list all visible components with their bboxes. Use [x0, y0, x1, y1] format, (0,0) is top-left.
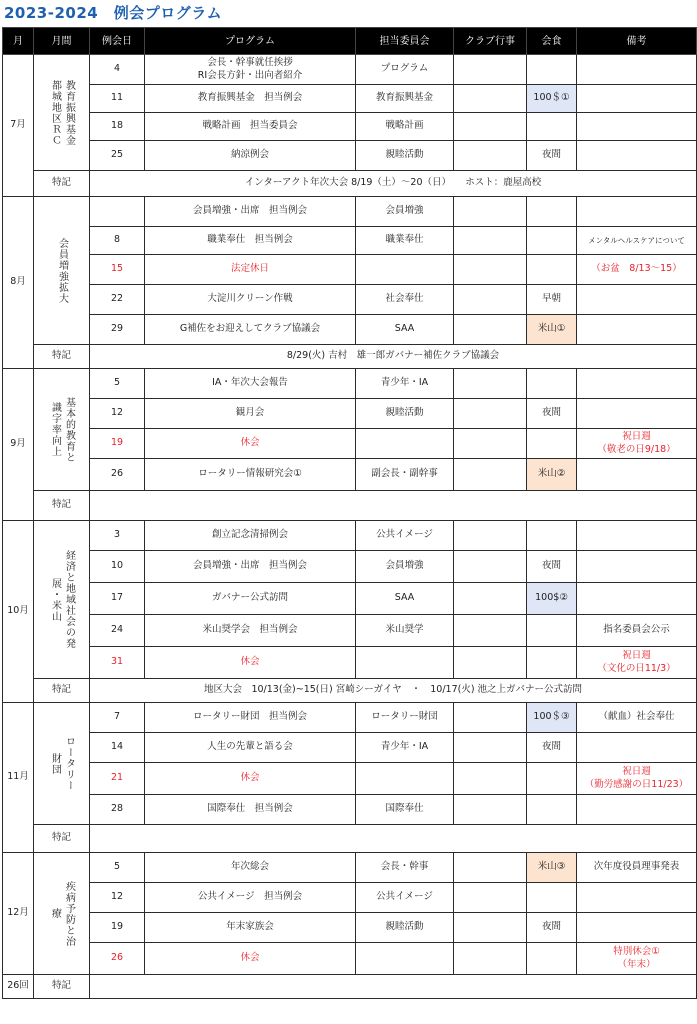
- meeting-day: 12: [90, 883, 145, 913]
- theme-cell: [34, 853, 90, 975]
- meeting-day: 12: [90, 399, 145, 429]
- table-row: [3, 85, 697, 113]
- program-line: 大淀川クリーン作戦: [207, 293, 293, 305]
- meeting-day: 26: [90, 459, 145, 491]
- table-row: [3, 55, 697, 85]
- program-line: RI会長方針・出向者紹介: [197, 69, 303, 81]
- committee-cell: 公共イメージ: [356, 883, 454, 913]
- program-line: 人生の先輩と語る会: [207, 741, 293, 753]
- meal-cell: [527, 197, 577, 227]
- table-row: [3, 521, 697, 551]
- month-cell: 9月: [3, 369, 34, 521]
- header-note: 備考: [577, 28, 697, 55]
- table-row: [3, 255, 697, 285]
- note-cell: 指名委員会公示: [577, 615, 697, 647]
- program-line: 年末家族会: [226, 921, 274, 933]
- meal-cell: [527, 943, 577, 975]
- special-notes-text: [90, 491, 697, 521]
- theme-column: 識字率向上: [49, 402, 61, 457]
- meal-cell: [527, 227, 577, 255]
- meeting-day: 31: [90, 647, 145, 679]
- theme-column: 会員増強拡大: [56, 237, 68, 304]
- theme-text: [34, 550, 89, 649]
- theme-column: 基本的教育と: [63, 396, 75, 463]
- club-event-cell: [454, 55, 527, 85]
- table-row: [3, 615, 697, 647]
- meeting-day: 3: [90, 521, 145, 551]
- theme-column: 財団: [49, 752, 61, 775]
- note-cell: 次年度役員理事発表: [577, 853, 697, 883]
- meal-cell: [527, 883, 577, 913]
- table-row: [3, 733, 697, 763]
- note-cell: [577, 647, 697, 679]
- meal-cell: 夜間: [527, 141, 577, 171]
- special-notes-row: [3, 679, 697, 703]
- program-cell: [145, 227, 356, 255]
- header-row: [3, 28, 697, 55]
- program-cell: [145, 733, 356, 763]
- program-table: [2, 27, 697, 999]
- special-notes-row: [3, 345, 697, 369]
- table-row: [3, 459, 697, 491]
- club-event-cell: [454, 227, 527, 255]
- program-line: 公共イメージ 担当例会: [197, 891, 303, 903]
- committee-cell: 公共イメージ: [356, 521, 454, 551]
- committee-cell: SAA: [356, 315, 454, 345]
- committee-cell: 会員増強: [356, 551, 454, 583]
- meal-cell: 100＄③: [527, 703, 577, 733]
- special-notes-text: インターアクト年次大会 8/19（土）～20（日） ホスト：鹿屋高校: [90, 171, 697, 197]
- club-event-cell: [454, 795, 527, 825]
- program-cell: [145, 399, 356, 429]
- committee-cell: 戦略計画: [356, 113, 454, 141]
- program-line: 納涼例会: [230, 149, 269, 161]
- committee-cell: 親睦活動: [356, 141, 454, 171]
- committee-cell: 親睦活動: [356, 913, 454, 943]
- note-cell: [577, 429, 697, 459]
- program-line: ガバナー公式訪問: [211, 592, 288, 604]
- club-event-cell: [454, 197, 527, 227]
- club-event-cell: [454, 315, 527, 345]
- note-cell: [577, 521, 697, 551]
- meeting-day: 14: [90, 733, 145, 763]
- meal-cell: [527, 647, 577, 679]
- program-line: 教育振興基金 担当例会: [197, 92, 303, 104]
- club-event-cell: [454, 647, 527, 679]
- note-cell: （献血）社会奉仕: [577, 703, 697, 733]
- meeting-day: 10: [90, 551, 145, 583]
- note-line: 祝日週: [622, 766, 651, 778]
- meeting-day: [90, 197, 145, 227]
- meal-cell: [527, 429, 577, 459]
- meal-cell: 米山①: [527, 315, 577, 345]
- note-line: （勤労感謝の日11/23）: [584, 778, 689, 790]
- club-event-cell: [454, 113, 527, 141]
- program-line: 休会: [240, 772, 260, 784]
- theme-column: 教育振興基金: [63, 79, 75, 146]
- month-cell: 8月: [3, 197, 34, 369]
- special-notes-text: [90, 825, 697, 853]
- program-line: 休会: [240, 656, 260, 668]
- header-theme: 月間: [34, 28, 90, 55]
- club-event-cell: [454, 459, 527, 491]
- table-row: [3, 853, 697, 883]
- club-event-cell: [454, 703, 527, 733]
- theme-column: 都城地区ＲＣ: [49, 79, 61, 146]
- note-line: （年末）: [617, 958, 656, 970]
- club-event-cell: [454, 521, 527, 551]
- meeting-day: 17: [90, 583, 145, 615]
- club-event-cell: [454, 551, 527, 583]
- program-cell: [145, 615, 356, 647]
- header-month: 月: [3, 28, 34, 55]
- club-event-cell: [454, 883, 527, 913]
- table-row: [3, 399, 697, 429]
- note-cell: [577, 795, 697, 825]
- program-line: ロータリー情報研究会①: [198, 468, 302, 480]
- committee-cell: [356, 255, 454, 285]
- meeting-day: 26: [90, 943, 145, 975]
- club-event-cell: [454, 913, 527, 943]
- table-row: [3, 113, 697, 141]
- note-cell: [577, 315, 697, 345]
- table-row: [3, 795, 697, 825]
- program-line: 年次総会: [230, 861, 269, 873]
- header-program: プログラム: [145, 28, 356, 55]
- club-event-cell: [454, 399, 527, 429]
- table-row: [3, 197, 697, 227]
- theme-column: 療: [49, 908, 61, 919]
- program-cell: [145, 315, 356, 345]
- page-title: 2023-2024 例会プログラム: [4, 4, 223, 22]
- theme-text: [34, 80, 89, 146]
- meeting-day: 19: [90, 913, 145, 943]
- meeting-day: 4: [90, 55, 145, 85]
- note-line: 特別休会①: [613, 946, 660, 958]
- club-event-cell: [454, 369, 527, 399]
- program-cell: [145, 55, 356, 85]
- committee-cell: [356, 647, 454, 679]
- club-event-cell: [454, 285, 527, 315]
- club-event-cell: [454, 583, 527, 615]
- meeting-day: 5: [90, 369, 145, 399]
- table-row: [3, 227, 697, 255]
- program-line: 創立記念清掃例会: [211, 529, 288, 541]
- club-event-cell: [454, 85, 527, 113]
- table-row: [3, 583, 697, 615]
- meeting-day: 5: [90, 853, 145, 883]
- meeting-day: 7: [90, 703, 145, 733]
- program-line: 国際奉仕 担当例会: [207, 803, 293, 815]
- special-notes-label: 特記: [34, 491, 90, 521]
- meal-cell: [527, 369, 577, 399]
- special-notes-row: [3, 975, 697, 999]
- note-cell: [577, 399, 697, 429]
- program-line: 会長・幹事就任挨拶: [207, 57, 293, 69]
- table-row: [3, 943, 697, 975]
- month-cell: 10月: [3, 521, 34, 703]
- meal-cell: 米山③: [527, 853, 577, 883]
- committee-cell: 青少年・IA: [356, 733, 454, 763]
- theme-column: 疾病予防と治: [63, 880, 75, 947]
- header-club-event: クラブ行事: [454, 28, 527, 55]
- program-cell: [145, 551, 356, 583]
- theme-column: ロータリー: [63, 736, 75, 791]
- month-cell: 7月: [3, 55, 34, 197]
- meal-cell: [527, 763, 577, 795]
- committee-cell: [356, 943, 454, 975]
- note-cell: メンタルヘルスケアについて: [577, 227, 697, 255]
- program-cell: [145, 763, 356, 795]
- note-cell: （お盆 8/13～15）: [577, 255, 697, 285]
- note-cell: [577, 763, 697, 795]
- special-notes-label: 特記: [34, 975, 90, 999]
- note-line: 祝日週: [622, 431, 651, 443]
- theme-text: [34, 736, 89, 791]
- program-cell: [145, 943, 356, 975]
- program-cell: [145, 883, 356, 913]
- theme-cell: [34, 197, 90, 345]
- program-line: 職業奉仕 担当例会: [207, 234, 293, 246]
- theme-text: [34, 881, 89, 947]
- header-day: 例会日: [90, 28, 145, 55]
- theme-column: 展・米山: [49, 577, 61, 622]
- special-notes-text: 8/29(火) 吉村 雄一郎ガバナー補佐クラブ協議会: [90, 345, 697, 369]
- meal-cell: 夜間: [527, 399, 577, 429]
- meal-cell: 100$②: [527, 583, 577, 615]
- meal-cell: [527, 615, 577, 647]
- note-cell: [577, 883, 697, 913]
- club-event-cell: [454, 255, 527, 285]
- theme-text: [34, 238, 89, 304]
- meeting-day: 25: [90, 141, 145, 171]
- program-line: ロータリー財団 担当例会: [192, 711, 307, 723]
- committee-cell: [356, 763, 454, 795]
- committee-cell: SAA: [356, 583, 454, 615]
- month-cell: 12月: [3, 853, 34, 975]
- program-cell: [145, 703, 356, 733]
- meal-cell: [527, 521, 577, 551]
- meeting-day: 28: [90, 795, 145, 825]
- committee-cell: プログラム: [356, 55, 454, 85]
- club-event-cell: [454, 853, 527, 883]
- program-cell: [145, 429, 356, 459]
- meal-cell: 夜間: [527, 733, 577, 763]
- theme-column: 経済と地域社会の発: [63, 550, 75, 649]
- note-cell: [577, 85, 697, 113]
- program-cell: [145, 853, 356, 883]
- meal-cell: [527, 113, 577, 141]
- header-meal: 会食: [527, 28, 577, 55]
- table-body: [3, 55, 697, 999]
- table-row: [3, 315, 697, 345]
- special-notes-label: 特記: [34, 825, 90, 853]
- program-cell: [145, 141, 356, 171]
- special-notes-row: [3, 171, 697, 197]
- program-cell: [145, 795, 356, 825]
- club-event-cell: [454, 429, 527, 459]
- note-cell: [577, 551, 697, 583]
- committee-cell: 会長・幹事: [356, 853, 454, 883]
- committee-cell: 国際奉仕: [356, 795, 454, 825]
- meal-cell: 100＄①: [527, 85, 577, 113]
- program-cell: [145, 521, 356, 551]
- table-row: [3, 141, 697, 171]
- committee-cell: [356, 429, 454, 459]
- committee-cell: ロータリー財団: [356, 703, 454, 733]
- header-committee: 担当委員会: [356, 28, 454, 55]
- committee-cell: 社会奉仕: [356, 285, 454, 315]
- program-line: 会員増強・出席 担当例会: [192, 560, 307, 572]
- committee-cell: 会員増強: [356, 197, 454, 227]
- note-line: （敬老の日9/18）: [597, 443, 676, 455]
- table-row: [3, 429, 697, 459]
- table-row: [3, 703, 697, 733]
- theme-cell: [34, 55, 90, 171]
- program-line: G補佐をお迎えしてクラブ協議会: [179, 323, 321, 335]
- special-notes-row: [3, 491, 697, 521]
- committee-cell: 副会長・副幹事: [356, 459, 454, 491]
- meal-cell: 夜間: [527, 913, 577, 943]
- special-notes-text: 地区大会 10/13(金)~15(日) 宮崎シーガイヤ ・ 10/17(火) 池之上ガバナー公式訪問: [90, 679, 697, 703]
- table-row: [3, 551, 697, 583]
- committee-cell: 職業奉仕: [356, 227, 454, 255]
- meal-cell: [527, 55, 577, 85]
- table-row: [3, 913, 697, 943]
- meal-cell: [527, 255, 577, 285]
- program-cell: [145, 913, 356, 943]
- program-cell: [145, 369, 356, 399]
- meeting-day: 8: [90, 227, 145, 255]
- meeting-day: 19: [90, 429, 145, 459]
- meeting-day: 22: [90, 285, 145, 315]
- program-cell: [145, 113, 356, 141]
- program-line: 休会: [240, 437, 260, 449]
- meeting-day: 29: [90, 315, 145, 345]
- committee-cell: 青少年・IA: [356, 369, 454, 399]
- club-event-cell: [454, 943, 527, 975]
- committee-cell: 親睦活動: [356, 399, 454, 429]
- table-row: [3, 369, 697, 399]
- meal-cell: 早朝: [527, 285, 577, 315]
- club-event-cell: [454, 733, 527, 763]
- theme-cell: [34, 369, 90, 491]
- program-line: 会員増強・出席 担当例会: [192, 205, 307, 217]
- program-cell: [145, 285, 356, 315]
- table-row: [3, 883, 697, 913]
- program-cell: [145, 85, 356, 113]
- program-line: IA・年次大会報告: [212, 377, 288, 389]
- note-cell: [577, 943, 697, 975]
- special-notes-text: [90, 975, 697, 999]
- meeting-day: 21: [90, 763, 145, 795]
- note-line: 祝日週: [622, 650, 651, 662]
- note-cell: [577, 197, 697, 227]
- note-cell: [577, 285, 697, 315]
- month-cell: 11月: [3, 703, 34, 853]
- meeting-day: 11: [90, 85, 145, 113]
- meal-cell: 夜間: [527, 551, 577, 583]
- table-row: [3, 647, 697, 679]
- note-cell: [577, 55, 697, 85]
- note-cell: [577, 459, 697, 491]
- special-notes-label: 特記: [34, 171, 90, 197]
- note-cell: [577, 913, 697, 943]
- note-line: （文化の日11/3）: [597, 662, 676, 674]
- program-cell: [145, 255, 356, 285]
- program-line: 観月会: [235, 407, 265, 419]
- total-count: 26回: [3, 975, 34, 999]
- program-line: 戦略計画 担当委員会: [202, 120, 298, 132]
- meal-cell: [527, 795, 577, 825]
- note-cell: [577, 141, 697, 171]
- note-cell: [577, 733, 697, 763]
- note-cell: [577, 583, 697, 615]
- club-event-cell: [454, 763, 527, 795]
- program-cell: [145, 459, 356, 491]
- program-cell: [145, 583, 356, 615]
- meeting-day: 15: [90, 255, 145, 285]
- program-line: 休会: [240, 952, 260, 964]
- special-notes-label: 特記: [34, 345, 90, 369]
- meeting-day: 24: [90, 615, 145, 647]
- special-notes-label: 特記: [34, 679, 90, 703]
- meal-cell: 米山②: [527, 459, 577, 491]
- special-notes-row: [3, 825, 697, 853]
- program-cell: [145, 197, 356, 227]
- club-event-cell: [454, 615, 527, 647]
- program-line: 米山奨学会 担当例会: [202, 624, 298, 636]
- table-row: [3, 763, 697, 795]
- program-line: 法定休日: [230, 263, 269, 275]
- theme-text: [34, 397, 89, 463]
- table-row: [3, 285, 697, 315]
- note-cell: [577, 369, 697, 399]
- program-cell: [145, 647, 356, 679]
- committee-cell: 米山奨学: [356, 615, 454, 647]
- theme-cell: [34, 521, 90, 679]
- club-event-cell: [454, 141, 527, 171]
- theme-cell: [34, 703, 90, 825]
- committee-cell: 教育振興基金: [356, 85, 454, 113]
- meeting-day: 18: [90, 113, 145, 141]
- note-cell: [577, 113, 697, 141]
